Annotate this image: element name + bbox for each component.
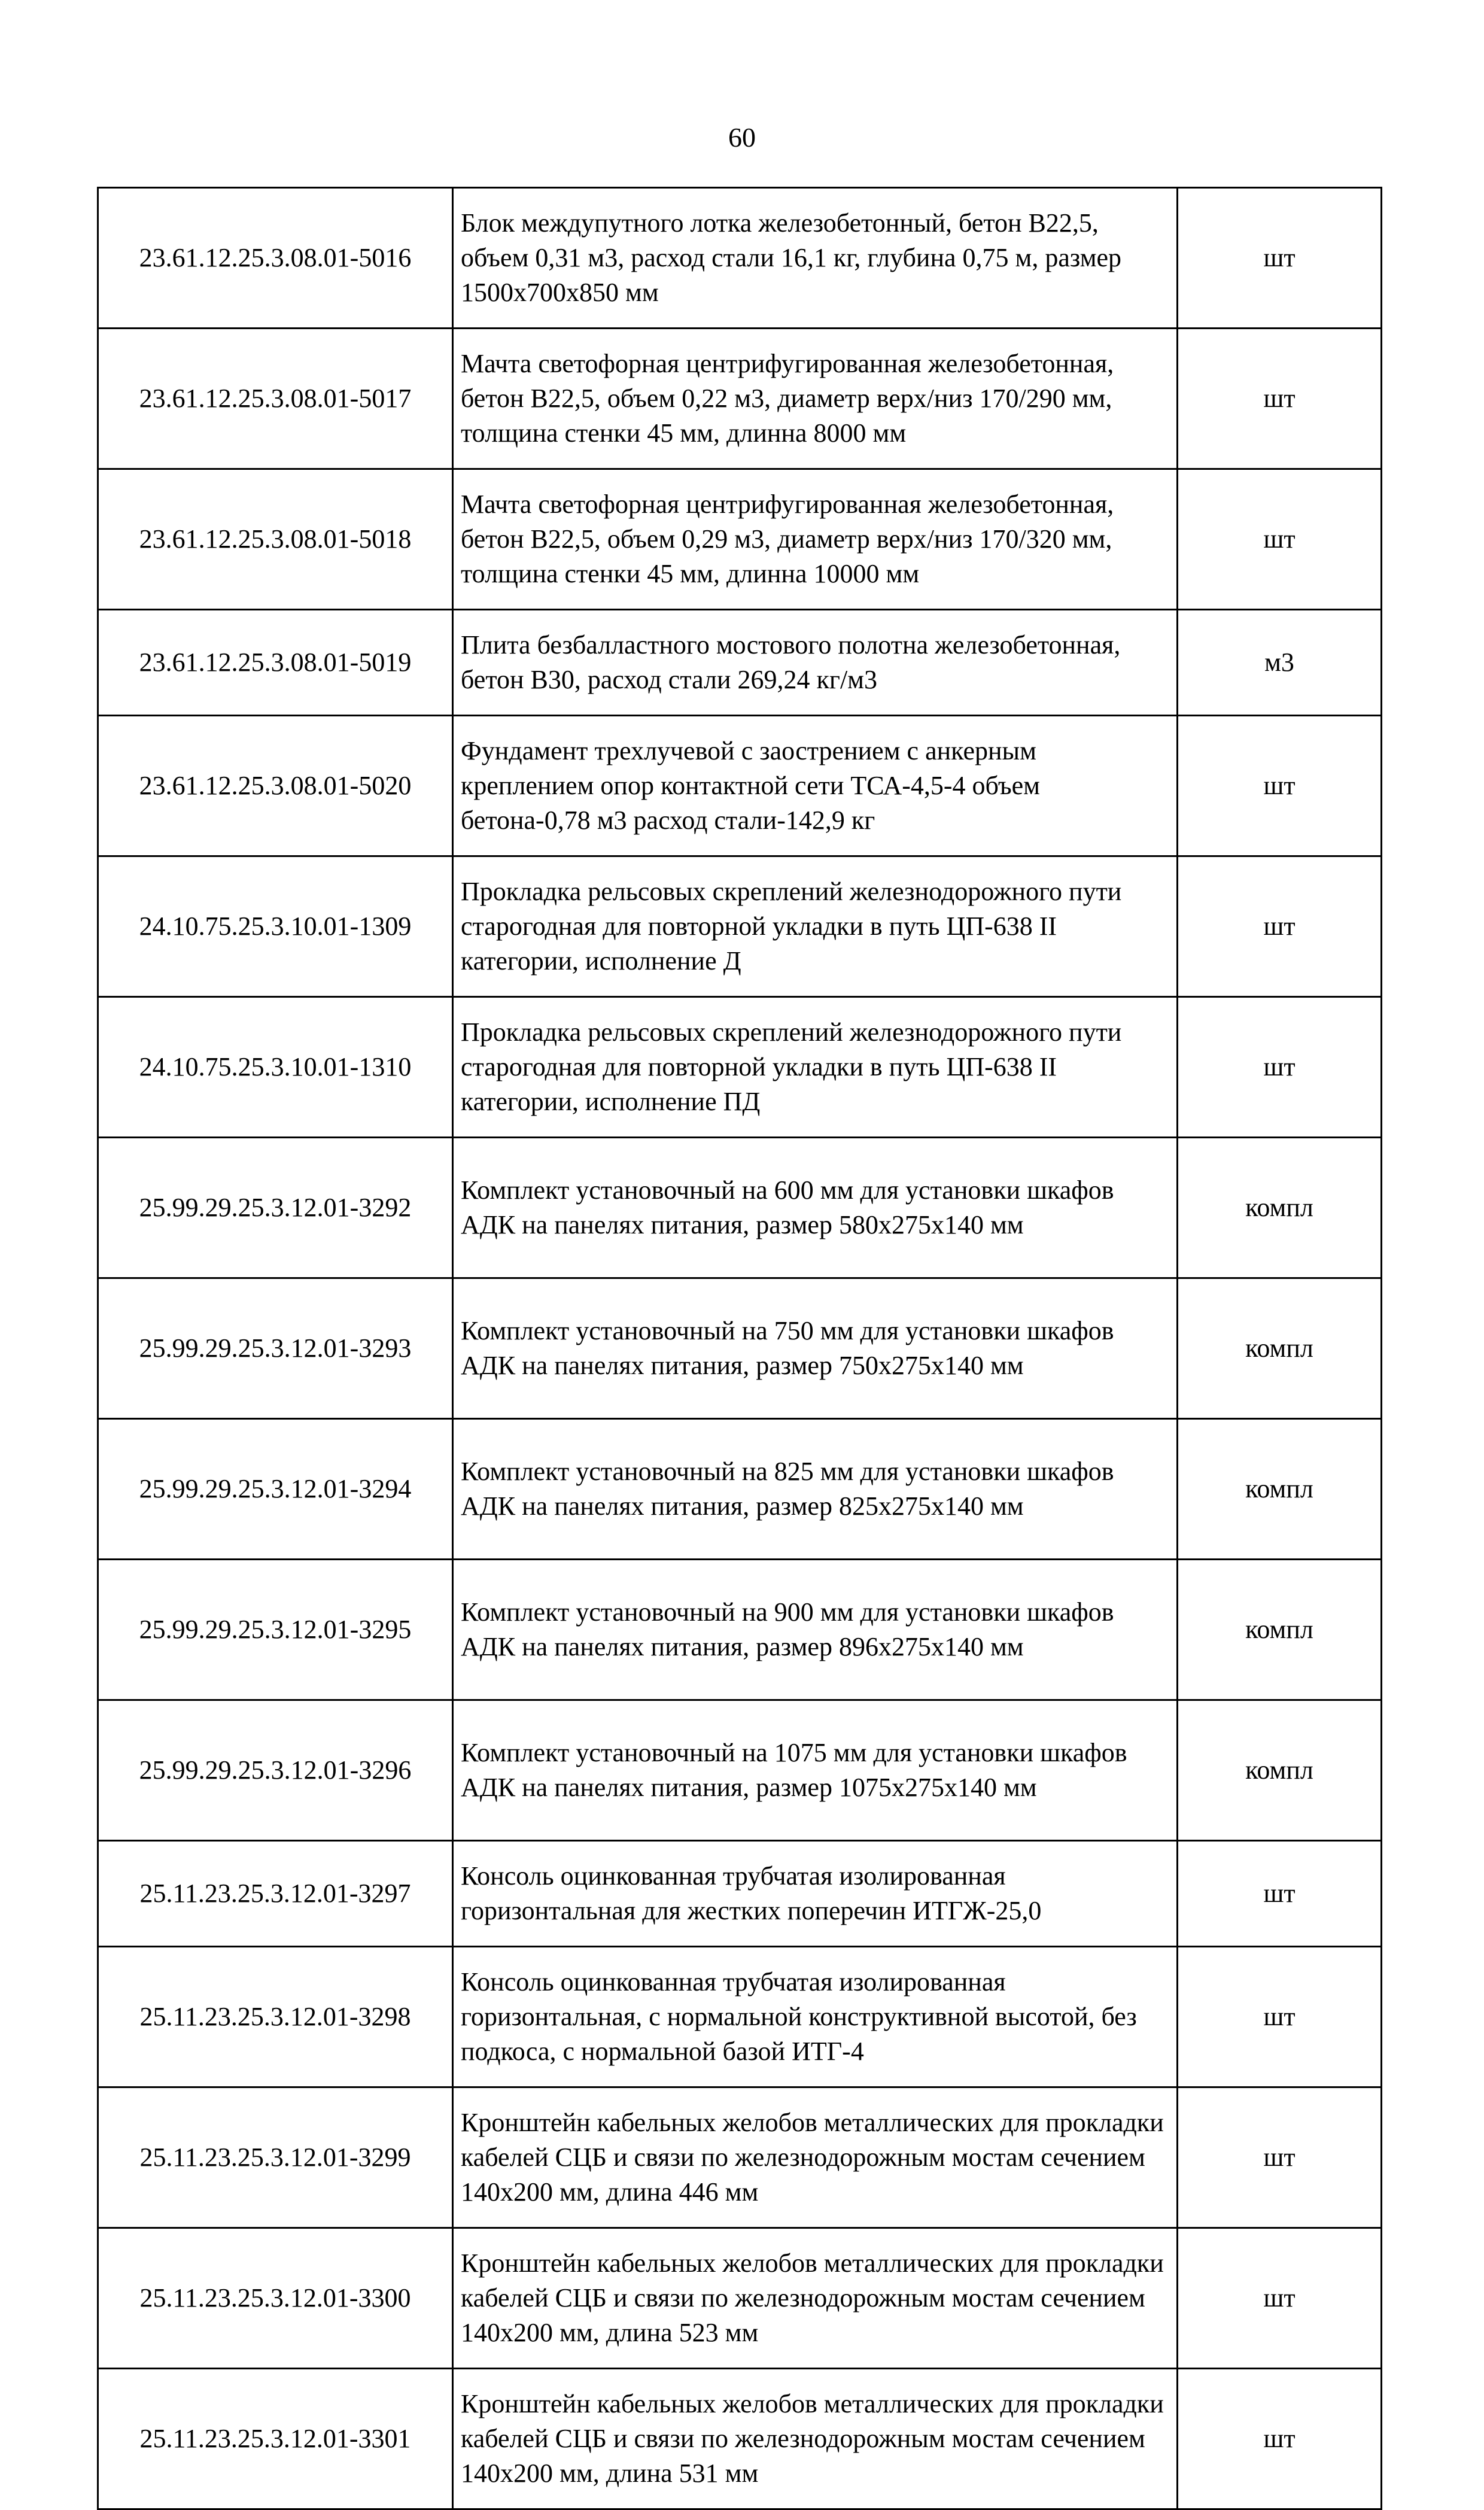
table-row [98, 1419, 1382, 1560]
resource-description: Фундамент трехлучевой с заострением с анкерным креплением опор контактной сети ТСА-4,5-4 объем бетона-0,78 м3 расход стали-142,9 кг [453, 716, 1178, 856]
table-row [98, 188, 1382, 329]
resource-unit: шт [1178, 997, 1382, 1138]
resource-code: 23.61.12.25.3.08.01-5020 [98, 716, 453, 856]
resource-code: 23.61.12.25.3.08.01-5016 [98, 188, 453, 329]
resource-unit: шт [1178, 2087, 1382, 2228]
table-row [98, 1278, 1382, 1419]
resource-code: 25.11.23.25.3.12.01-3299 [98, 2087, 453, 2228]
resource-description: Комплект установочный на 900 мм для установки шкафов АДК на панелях питания, размер 896x275x140 мм [453, 1560, 1178, 1700]
resource-unit: шт [1178, 2228, 1382, 2369]
resource-code: 25.99.29.25.3.12.01-3295 [98, 1560, 453, 1700]
resource-unit: шт [1178, 188, 1382, 329]
resource-code: 25.11.23.25.3.12.01-3298 [98, 1947, 453, 2087]
table-row [98, 2369, 1382, 2509]
resource-unit: м3 [1178, 610, 1382, 716]
resource-code: 25.99.29.25.3.12.01-3292 [98, 1138, 453, 1278]
resource-code: 25.11.23.25.3.12.01-3300 [98, 2228, 453, 2369]
resource-code: 25.99.29.25.3.12.01-3294 [98, 1419, 453, 1560]
resource-unit: шт [1178, 716, 1382, 856]
table-row [98, 856, 1382, 997]
resource-unit: шт [1178, 856, 1382, 997]
resource-unit: шт [1178, 469, 1382, 610]
resource-unit: компл [1178, 1138, 1382, 1278]
table-row [98, 716, 1382, 856]
resource-unit: шт [1178, 2369, 1382, 2509]
resource-description: Блок междупутного лотка железобетонный, бетон B22,5, объем 0,31 м3, расход стали 16,1 кг, глубина 0,75 м, размер 1500x700x850 мм [453, 188, 1178, 329]
table-row [98, 1560, 1382, 1700]
resource-description: Консоль оцинкованная трубчатая изолированная горизонтальная для жестких поперечин ИТГЖ-25,0 [453, 1841, 1178, 1947]
resource-description: Прокладка рельсовых скреплений железнодорожного пути старогодная для повторной укладки в путь ЦП-638 II категории, исполнение Д [453, 856, 1178, 997]
page-number: 60 [728, 122, 756, 153]
resource-code: 25.11.23.25.3.12.01-3301 [98, 2369, 453, 2509]
resource-unit: компл [1178, 1700, 1382, 1841]
table-row [98, 1947, 1382, 2087]
resource-code: 23.61.12.25.3.08.01-5019 [98, 610, 453, 716]
resource-code: 25.99.29.25.3.12.01-3296 [98, 1700, 453, 1841]
resource-description: Прокладка рельсовых скреплений железнодорожного пути старогодная для повторной укладки в путь ЦП-638 II категории, исполнение ПД [453, 997, 1178, 1138]
resource-unit: компл [1178, 1419, 1382, 1560]
resource-description: Кронштейн кабельных желобов металлических для прокладки кабелей СЦБ и связи по железнодорожным мостам сечением 140x200 мм, длина 446 мм [453, 2087, 1178, 2228]
resource-code: 25.11.23.25.3.12.01-3297 [98, 1841, 453, 1947]
resource-code: 25.99.29.25.3.12.01-3293 [98, 1278, 453, 1419]
resource-description: Кронштейн кабельных желобов металлических для прокладки кабелей СЦБ и связи по железнодорожным мостам сечением 140x200 мм, длина 523 мм [453, 2228, 1178, 2369]
table-row [98, 2228, 1382, 2369]
resource-unit: компл [1178, 1278, 1382, 1419]
table-row [98, 1700, 1382, 1841]
resource-unit: шт [1178, 1947, 1382, 2087]
resource-description: Комплект установочный на 750 мм для установки шкафов АДК на панелях питания, размер 750x275x140 мм [453, 1278, 1178, 1419]
resource-unit: шт [1178, 329, 1382, 469]
resource-code: 24.10.75.25.3.10.01-1309 [98, 856, 453, 997]
resource-description: Консоль оцинкованная трубчатая изолированная горизонтальная, с нормальной конструктивной высотой, без подкоса, с нормальной базой ИТГ-4 [453, 1947, 1178, 2087]
resource-description: Комплект установочный на 825 мм для установки шкафов АДК на панелях питания, размер 825x275x140 мм [453, 1419, 1178, 1560]
resource-unit: шт [1178, 1841, 1382, 1947]
resource-description: Мачта светофорная центрифугированная железобетонная, бетон B22,5, объем 0,29 м3, диаметр верх/низ 170/320 мм, толщина стенки 45 мм, длинна 10000 мм [453, 469, 1178, 610]
resource-code: 23.61.12.25.3.08.01-5018 [98, 469, 453, 610]
resource-unit: компл [1178, 1560, 1382, 1700]
resource-description: Плита безбалластного мостового полотна железобетонная, бетон B30, расход стали 269,24 кг/м3 [453, 610, 1178, 716]
resource-description: Комплект установочный на 600 мм для установки шкафов АДК на панелях питания, размер 580x275x140 мм [453, 1138, 1178, 1278]
table-row [98, 469, 1382, 610]
resource-code: 23.61.12.25.3.08.01-5017 [98, 329, 453, 469]
table-row [98, 329, 1382, 469]
resource-description: Мачта светофорная центрифугированная железобетонная, бетон B22,5, объем 0,22 м3, диаметр верх/низ 170/290 мм, толщина стенки 45 мм, длинна 8000 мм [453, 329, 1178, 469]
table-row [98, 1138, 1382, 1278]
resource-table [97, 187, 1382, 2510]
resource-description: Комплект установочный на 1075 мм для установки шкафов АДК на панелях питания, размер 1075x275x140 мм [453, 1700, 1178, 1841]
table-row [98, 1841, 1382, 1947]
resource-description: Кронштейн кабельных желобов металлических для прокладки кабелей СЦБ и связи по железнодорожным мостам сечением 140x200 мм, длина 531 мм [453, 2369, 1178, 2509]
table-row [98, 2087, 1382, 2228]
table-row [98, 610, 1382, 716]
table-row [98, 997, 1382, 1138]
resource-code: 24.10.75.25.3.10.01-1310 [98, 997, 453, 1138]
